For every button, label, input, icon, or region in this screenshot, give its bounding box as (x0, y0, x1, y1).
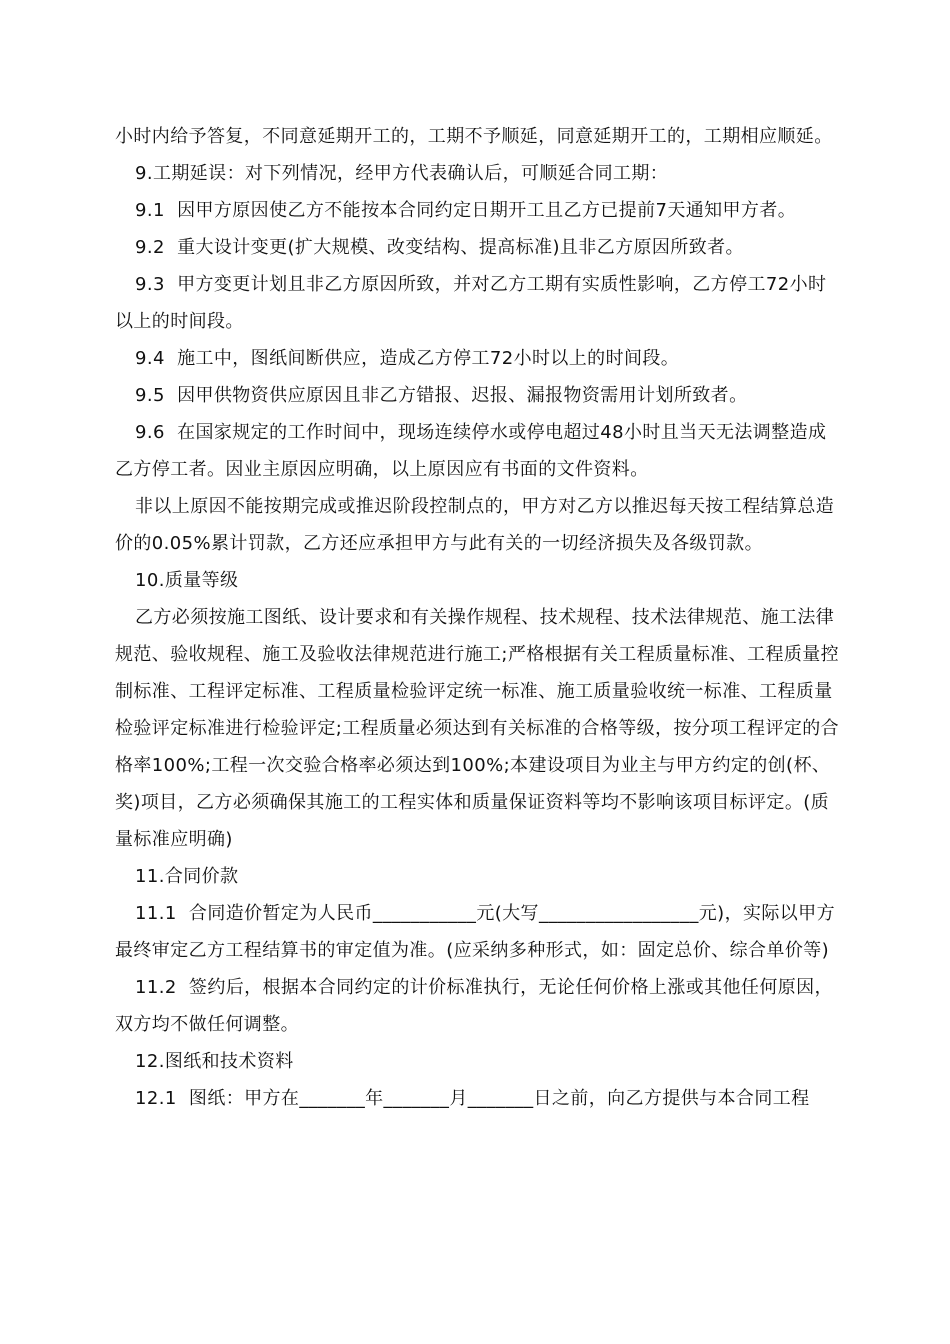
clause-12-1: 12.1 图纸：甲方在_______年_______月_______日之前，向乙方提供与本合同工程 (135, 1088, 810, 1109)
clause-11-2: 11.2 签约后，根据本合同约定的计价标准执行，无论任何价格上涨或其他任何原因，双方均不做任何调整。 (115, 977, 833, 1035)
paragraph-extension-reply: 小时内给予答复，不同意延期开工的，工期不予顺延，同意延期开工的，工期相应顺延。 (115, 126, 833, 147)
clause-9-6: 9.6 在国家规定的工作时间中，现场连续停水或停电超过48小时且当天无法调整造成乙方停工者。因业主原因应明确，以上原因应有书面的文件资料。 (115, 422, 827, 480)
clause-9-4: 9.4 施工中，图纸间断供应，造成乙方停工72小时以上的时间段。 (135, 348, 680, 369)
clause-12-heading: 12.图纸和技术资料 (135, 1051, 294, 1072)
clause-10-heading: 10.质量等级 (135, 570, 239, 591)
clause-9-3: 9.3 甲方变更计划且非乙方原因所致，并对乙方工期有实质性影响，乙方停工72小时以上的时间段。 (115, 274, 827, 332)
clause-11-1: 11.1 合同造价暂定为人民币___________元(大写_________________元)，实际以甲方最终审定乙方工程结算书的审定值为准。(应采纳多种形式，如：固定总价、综合单价等) (115, 903, 835, 961)
document-body (115, 118, 840, 1117)
clause-11-heading: 11.合同价款 (135, 866, 239, 887)
clause-9-1: 9.1 因甲方原因使乙方不能按本合同约定日期开工且乙方已提前7天通知甲方者。 (135, 200, 797, 221)
clause-9-2: 9.2 重大设计变更(扩大规模、改变结构、提高标准)且非乙方原因所致者。 (135, 237, 744, 258)
quality-requirements-paragraph: 乙方必须按施工图纸、设计要求和有关操作规程、技术规程、技术法律规范、施工法律规范、验收规程、施工及验收法律规范进行施工;严格根据有关工程质量标准、工程质量控制标准、工程评定标准、工程质量检验评定统一标准、施工质量验收统一标准、工程质量检验评定标准进行检验评定;工程质量必须达到有关标准的合格等级，按分项工程评定的合格率100%;工程一次交验合格率必须达到100%;本建设项目为业主与甲方约定的创(杯、奖)项目，乙方必须确保其施工的工程实体和质量保证资料等均不影响该项目标评定。(质量标准应明确) (115, 607, 840, 850)
delay-penalty-paragraph: 非以上原因不能按期完成或推迟阶段控制点的，甲方对乙方以推迟每天按工程结算总造价的0.05%累计罚款，乙方还应承担甲方与此有关的一切经济损失及各级罚款。 (115, 496, 835, 554)
clause-9-5: 9.5 因甲供物资供应原因且非乙方错报、迟报、漏报物资需用计划所致者。 (135, 385, 748, 406)
clause-9-heading: 9.工期延误：对下列情况，经甲方代表确认后，可顺延合同工期： (135, 163, 669, 184)
